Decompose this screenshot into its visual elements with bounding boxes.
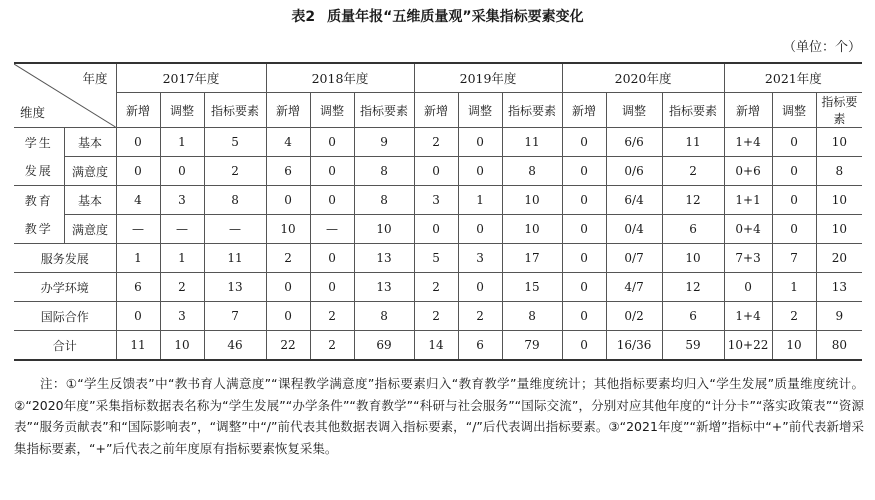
unit-label: （单位：个） — [782, 40, 861, 55]
table-cell: 0 — [562, 331, 606, 361]
table-cell: 12 — [662, 273, 724, 302]
table-number: 表2 — [291, 9, 316, 25]
table-cell: 13 — [354, 244, 414, 273]
table-cell: 10 — [662, 244, 724, 273]
subheader-adjust: 调整 — [160, 93, 204, 128]
table-cell: 59 — [662, 331, 724, 361]
table-cell: 2 — [414, 273, 458, 302]
header-corner — [14, 63, 116, 128]
subheader-new: 新增 — [266, 93, 310, 128]
table-cell: 4/7 — [606, 273, 662, 302]
table-cell: 0 — [160, 157, 204, 186]
subheader-elements: 指标要素 — [502, 93, 562, 128]
subheader-new: 新增 — [562, 93, 606, 128]
table-row — [14, 244, 862, 273]
table-cell: 9 — [354, 128, 414, 157]
row-label: 基本 — [64, 128, 116, 157]
table-cell: 6 — [266, 157, 310, 186]
table-cell: 13 — [354, 273, 414, 302]
table-cell: 8 — [354, 157, 414, 186]
table-cell: 9 — [816, 302, 862, 331]
table-cell: 0 — [562, 215, 606, 244]
table-title — [0, 6, 875, 26]
subheader-elements: 指标要素 — [354, 93, 414, 128]
table-cell: 8 — [502, 157, 562, 186]
corner-year-label: 年度 — [82, 71, 108, 86]
subheader-adjust: 调整 — [772, 93, 816, 128]
table-cell: 2 — [662, 157, 724, 186]
row-label: 满意度 — [64, 157, 116, 186]
table-cell: 1+1 — [724, 186, 772, 215]
table-cell: 4 — [116, 186, 160, 215]
table-row — [14, 273, 862, 302]
table-cell: 15 — [502, 273, 562, 302]
table-cell: 10 — [354, 215, 414, 244]
table-cell: 0 — [458, 215, 502, 244]
total-row — [14, 331, 862, 361]
table-cell: 0 — [772, 128, 816, 157]
table-cell: 8 — [354, 186, 414, 215]
table-cell: 46 — [204, 331, 266, 361]
table-cell: 3 — [160, 186, 204, 215]
subheader-elements: 指标要素 — [816, 93, 862, 128]
table-title-text: 质量年报“五维质量观”采集指标要素变化 — [327, 9, 584, 25]
table-cell: 0 — [414, 215, 458, 244]
table-cell: 7 — [772, 244, 816, 273]
table-cell: 0+4 — [724, 215, 772, 244]
table-cell: 0 — [562, 128, 606, 157]
table-cell: 0 — [772, 157, 816, 186]
table-row — [14, 157, 862, 186]
subheader-elements: 指标要素 — [204, 93, 266, 128]
table-cell: 17 — [502, 244, 562, 273]
table-cell: 0 — [562, 302, 606, 331]
table-cell: 0 — [116, 157, 160, 186]
table-cell: 0 — [458, 128, 502, 157]
table-cell: 3 — [160, 302, 204, 331]
table-cell: 2 — [414, 128, 458, 157]
table-cell: 4 — [266, 128, 310, 157]
table-cell: 2 — [160, 273, 204, 302]
row-label: 国际合作 — [14, 302, 116, 331]
table-cell: 22 — [266, 331, 310, 361]
table-cell: 14 — [414, 331, 458, 361]
table-cell: 2 — [266, 244, 310, 273]
subheader-adjust: 调整 — [458, 93, 502, 128]
corner-dimension-label: 维度 — [20, 105, 46, 120]
table-cell: 10 — [816, 215, 862, 244]
subheader-new: 新增 — [116, 93, 160, 128]
table-cell: 8 — [502, 302, 562, 331]
row-label: 办学环境 — [14, 273, 116, 302]
table-cell: 0 — [310, 244, 354, 273]
table-cell: 3 — [414, 186, 458, 215]
year-header: 2017年度 — [116, 63, 266, 93]
subheader-new: 新增 — [724, 93, 772, 128]
subheader-elements: 指标要素 — [662, 93, 724, 128]
table-cell: 80 — [816, 331, 862, 361]
table-cell: 10 — [816, 128, 862, 157]
table-cell: 8 — [204, 186, 266, 215]
table-cell: 1 — [772, 273, 816, 302]
table-cell: 2 — [458, 302, 502, 331]
table-cell: 20 — [816, 244, 862, 273]
table-cell: 11 — [204, 244, 266, 273]
year-header: 2019年度 — [414, 63, 562, 93]
table-cell: 0 — [458, 273, 502, 302]
table-cell: 0 — [310, 186, 354, 215]
row-label: 基本 — [64, 186, 116, 215]
table-cell: 0 — [414, 157, 458, 186]
year-header: 2018年度 — [266, 63, 414, 93]
table-cell: 3 — [458, 244, 502, 273]
table-cell: 2 — [772, 302, 816, 331]
table-cell: 0 — [772, 186, 816, 215]
table-cell: 5 — [204, 128, 266, 157]
table-cell: 10 — [160, 331, 204, 361]
table-cell: 0 — [562, 186, 606, 215]
table-cell: — — [160, 215, 204, 244]
row-label: 服务发展 — [14, 244, 116, 273]
table-cell: 0 — [562, 244, 606, 273]
table-cell: 0 — [266, 273, 310, 302]
indicator-table — [14, 62, 862, 361]
subheader-adjust: 调整 — [310, 93, 354, 128]
table-cell: 0 — [724, 273, 772, 302]
table-cell: 2 — [414, 302, 458, 331]
table-cell: 7+3 — [724, 244, 772, 273]
table-cell: — — [116, 215, 160, 244]
table-cell: 1+4 — [724, 128, 772, 157]
year-header: 2021年度 — [724, 63, 862, 93]
table-cell: — — [204, 215, 266, 244]
table-cell: 10 — [816, 186, 862, 215]
table-notes: 注：①“学生反馈表”中“教书育人满意度”“课程教学满意度”指标要素归入“教育教学”量维度统计；其他指标要素均归入“学生发展”质量维度统计。②“2020年度”采集指标数据表名称为“学生发展”“办学条件”“教育教学”“科研与社会服务”“国际交流”，分别对应其他年度的“计分卡”“落实政策表”“资源表”“服务贡献表”和“国际影响表”，“调整”中“/”前代表其他数据表调入指标要素，“/”后代表调出指标要素。③“2021年度”“新增”指标中“+”前代表新增采集指标要素，“+”后代表之前年度原有指标要素恢复采集。 — [14, 376, 864, 456]
table-cell: 69 — [354, 331, 414, 361]
table-cell: 2 — [310, 331, 354, 361]
table-cell: 1 — [458, 186, 502, 215]
year-header: 2020年度 — [562, 63, 724, 93]
table-cell: 11 — [502, 128, 562, 157]
table-row — [14, 302, 862, 331]
table-row — [14, 215, 862, 244]
table-cell: 1 — [160, 244, 204, 273]
table-cell: 1 — [160, 128, 204, 157]
table-cell: 10 — [502, 215, 562, 244]
table-cell: 2 — [204, 157, 266, 186]
subheader-adjust: 调整 — [606, 93, 662, 128]
table-cell: 10 — [772, 331, 816, 361]
table-cell: 0 — [772, 215, 816, 244]
table-cell: 0/2 — [606, 302, 662, 331]
table-row — [14, 186, 862, 215]
table-cell: 5 — [414, 244, 458, 273]
table-cell: 11 — [116, 331, 160, 361]
table-cell: 1+4 — [724, 302, 772, 331]
table-cell: 0/4 — [606, 215, 662, 244]
table-cell: 7 — [204, 302, 266, 331]
table-cell: 6 — [458, 331, 502, 361]
group-label: 教育教学 — [14, 186, 64, 244]
table-cell: 12 — [662, 186, 724, 215]
table-cell: 0 — [266, 186, 310, 215]
table-cell: — — [310, 215, 354, 244]
table-cell: 13 — [816, 273, 862, 302]
table-cell: 0/6 — [606, 157, 662, 186]
table-cell: 0 — [310, 128, 354, 157]
table-cell: 0 — [116, 128, 160, 157]
table-cell: 79 — [502, 331, 562, 361]
table-cell: 8 — [354, 302, 414, 331]
table-cell: 10 — [266, 215, 310, 244]
table-cell: 0 — [310, 273, 354, 302]
table-cell: 1 — [116, 244, 160, 273]
table-cell: 6/6 — [606, 128, 662, 157]
table-cell: 16/36 — [606, 331, 662, 361]
table-cell: 8 — [816, 157, 862, 186]
table-cell: 2 — [310, 302, 354, 331]
table-cell: 6/4 — [606, 186, 662, 215]
table-cell: 10 — [502, 186, 562, 215]
table-row — [14, 128, 862, 157]
table-cell: 0 — [116, 302, 160, 331]
table-cell: 6 — [116, 273, 160, 302]
table-cell: 0+6 — [724, 157, 772, 186]
table-cell: 0 — [458, 157, 502, 186]
subheader-new: 新增 — [414, 93, 458, 128]
row-label: 满意度 — [64, 215, 116, 244]
total-label: 合计 — [14, 331, 116, 361]
table-cell: 0 — [562, 157, 606, 186]
table-cell: 0 — [562, 273, 606, 302]
table-cell: 0 — [266, 302, 310, 331]
table-cell: 13 — [204, 273, 266, 302]
table-cell: 6 — [662, 215, 724, 244]
group-label: 学生发展 — [14, 128, 64, 186]
table-cell: 11 — [662, 128, 724, 157]
table-cell: 10+22 — [724, 331, 772, 361]
table-cell: 0/7 — [606, 244, 662, 273]
table-cell: 6 — [662, 302, 724, 331]
table-cell: 0 — [310, 157, 354, 186]
